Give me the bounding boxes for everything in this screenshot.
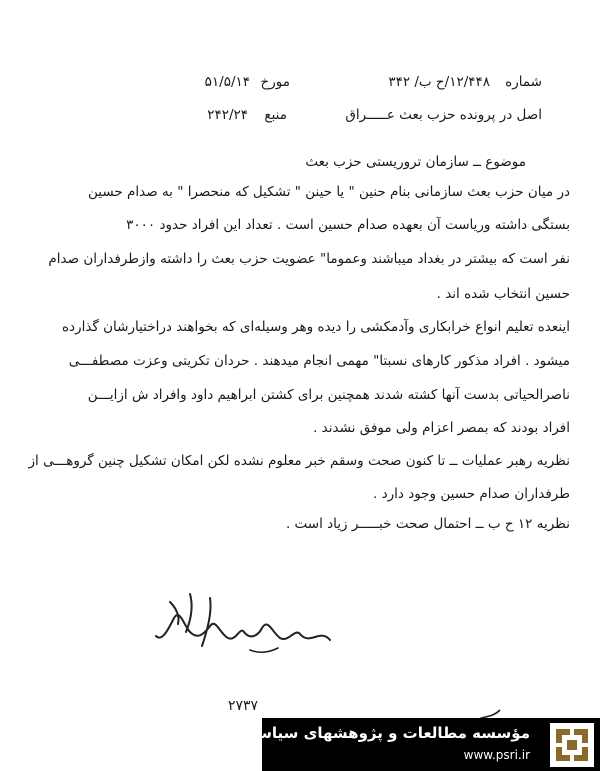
institute-url[interactable]: www.psri.ir: [463, 748, 530, 762]
subject-line: موضوع ــ سازمان تروریستی حزب بعث: [305, 154, 526, 170]
header-source-ref-value: ۲۴۲/۲۴: [207, 107, 248, 123]
body-line: افراد بودند که بمصر اعزام ولی موفق نشدند .: [313, 420, 570, 436]
header-number-value: ۱۲/۴۴۸/ح ب/ ۳۴۲: [388, 74, 490, 90]
header-date-label: مورخ: [260, 74, 290, 90]
body-line: اینعده تعلیم انواع خرابکاری وآدمکشی را دیده وهر وسیله‌ای که بخواهند دراختیارشان گذارده: [61, 319, 570, 335]
handwritten-signature: [150, 588, 340, 663]
body-line: بستگی داشته وریاست آن بعهده صدام حسین است . تعداد این افراد حدود ۳۰۰۰: [126, 217, 570, 233]
body-line: نفر است که بیشتر در بغداد میباشند وعموما" عضویت حزب بعث را داشته وازطرفداران صدام: [48, 251, 570, 267]
institute-logo-icon: [550, 723, 594, 767]
body-line: نظریه ۱۲ ح ب ــ احتمال صحت خبـــــر زیاد است .: [285, 516, 570, 532]
institute-name: مؤسسه مطالعات و پژوهشهای سیاسی: [241, 724, 530, 742]
document-serial-number: ۲۷۳۷: [228, 698, 259, 714]
body-line: در میان حزب بعث سازمانی بنام حنین " یا حینن " تشکیل که منحصرا " به صدام حسین: [87, 184, 570, 200]
body-line: طرفداران صدام حسین وجود دارد .: [373, 486, 570, 502]
body-line: میشود . افراد مذکور کارهای نسبتا" مهمی انجام میدهند . حردان تکریتی وعزت مصطفـــی: [68, 353, 570, 369]
header-date-value: ۵۱/۵/۱۴: [204, 74, 250, 90]
body-line: ناصرالحیاتی بدست آنها کشته شدند همچنین برای کشتن ابراهیم داود وافراد ش ازایـــن: [87, 387, 570, 403]
publisher-watermark: [241, 718, 600, 771]
body-line: حسین انتخاب شده اند .: [436, 286, 570, 302]
header-number-label: شماره: [505, 74, 542, 90]
header-source-line: اصل در پرونده حزب بعث عـــــراق: [345, 107, 542, 123]
header-source-ref-label: منبع: [264, 107, 287, 123]
body-line: نظریه رهبر عملیات ــ تا کنون صحت وسقم خبر معلوم نشده لکن امکان تشکیل چنین گروهـــی از: [28, 453, 570, 469]
